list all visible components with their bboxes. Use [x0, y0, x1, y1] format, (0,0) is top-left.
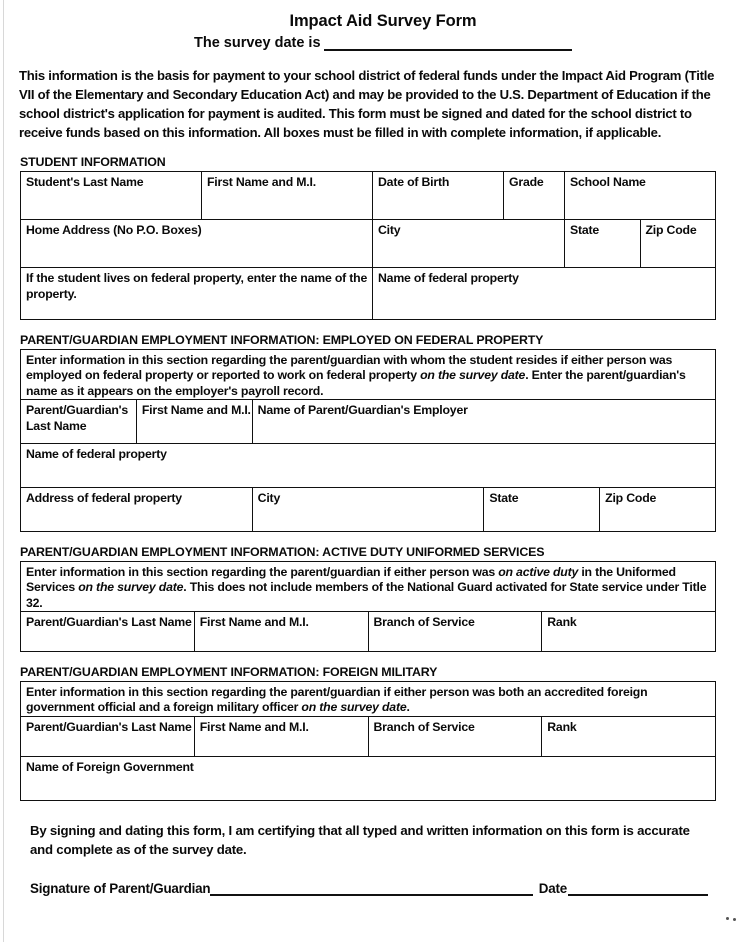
field-parent-last-name-foreign[interactable]: Parent/Guardian's Last Name	[21, 716, 195, 756]
section-heading-student-information: STUDENT INFORMATION	[20, 155, 166, 170]
field-state[interactable]: State	[565, 220, 641, 268]
signature-label: Signature of Parent/Guardian	[30, 881, 211, 897]
spacer	[16, 652, 728, 665]
scan-speck	[733, 918, 736, 921]
table-row	[21, 682, 716, 717]
field-federal-property-state[interactable]: State	[484, 488, 600, 532]
instruction-segment: Enter information in this section regarding the parent/guardian if either person was	[26, 565, 499, 580]
field-student-first-name[interactable]: First Name and M.I.	[202, 172, 373, 220]
spacer	[16, 532, 728, 545]
survey-date-row	[16, 35, 728, 51]
instruction-text-active-duty	[21, 562, 716, 612]
certification-statement: By signing and dating this form, I am certifying that all typed and written information on this form is accurate and complete as of the survey date.	[30, 822, 690, 857]
table-row	[21, 220, 716, 268]
date-label: Date	[538, 881, 567, 897]
field-parent-first-name-active-duty[interactable]: First Name and M.I.	[194, 612, 368, 652]
instruction-segment: . This does not include members of the National Guard activated for State service under Title 32.	[26, 580, 707, 610]
scan-edge-artifact	[3, 0, 4, 942]
table-row	[21, 268, 716, 320]
field-federal-property-address[interactable]: Address of federal property	[21, 488, 253, 532]
survey-date-label: The survey date is	[194, 35, 321, 51]
field-parent-first-name-federal[interactable]: First Name and M.I.	[136, 400, 252, 444]
field-parent-last-name-active-duty[interactable]: Parent/Guardian's Last Name	[21, 612, 195, 652]
student-information-table	[20, 171, 716, 320]
field-name-of-foreign-government[interactable]: Name of Foreign Government	[21, 756, 716, 800]
field-grade[interactable]: Grade	[504, 172, 565, 220]
table-row	[21, 350, 716, 400]
field-city[interactable]: City	[373, 220, 565, 268]
field-federal-property-zip[interactable]: Zip Code	[600, 488, 716, 532]
foreign-military-table	[20, 681, 716, 801]
field-rank-active-duty[interactable]: Rank	[542, 612, 716, 652]
page-title: Impact Aid Survey Form	[289, 12, 477, 30]
table-row	[21, 444, 716, 488]
table-row	[21, 488, 716, 532]
field-date-of-birth[interactable]: Date of Birth	[373, 172, 504, 220]
field-rank-foreign[interactable]: Rank	[542, 716, 716, 756]
field-home-address[interactable]: Home Address (No P.O. Boxes)	[21, 220, 373, 268]
section-heading-employed-federal-property: PARENT/GUARDIAN EMPLOYMENT INFORMATION: EMPLOYED ON FEDERAL PROPERTY	[20, 333, 544, 348]
active-duty-table	[20, 561, 716, 652]
instruction-emphasis: on the survey date	[301, 700, 407, 715]
instruction-segment: Enter information in this section regarding the parent/guardian if either person was both an accredited foreign government official and a foreign military officer	[26, 685, 648, 715]
survey-date-input[interactable]	[324, 35, 572, 51]
instruction-text-federal-employment	[21, 350, 716, 400]
signature-input[interactable]	[210, 881, 532, 896]
federal-employment-table	[20, 349, 716, 532]
field-parent-first-name-foreign[interactable]: First Name and M.I.	[194, 716, 368, 756]
section-heading-foreign-military: PARENT/GUARDIAN EMPLOYMENT INFORMATION: FOREIGN MILITARY	[20, 665, 438, 680]
field-branch-of-service-active-duty[interactable]: Branch of Service	[368, 612, 542, 652]
intro-paragraph: This information is the basis for payment to your school district of federal funds under the Impact Aid Program (Title VII of the Elementary and Secondary Education Act) and may be provided to the U.S. Department of Education if the school district's application for payment is audited. This form must be signed and dated for the school district to receive funds based on this information. All boxes must be filled in with complete information, if applicable.	[19, 68, 715, 140]
table-row	[21, 400, 716, 444]
instruction-emphasis: on active duty	[498, 565, 579, 580]
instruction-emphasis: on the survey date	[420, 368, 526, 383]
instruction-emphasis: on the survey date	[78, 580, 184, 595]
field-branch-of-service-foreign[interactable]: Branch of Service	[368, 716, 542, 756]
field-employer-name[interactable]: Name of Parent/Guardian's Employer	[252, 400, 715, 444]
instruction-segment: .	[406, 700, 410, 715]
instruction-segment: Enter information in this section regarding the parent/guardian with whom the student resides if either person was employed on federal property or reported to work on federal property	[26, 353, 673, 383]
field-zip-code[interactable]: Zip Code	[640, 220, 716, 268]
instruction-segment: in the Uniformed Services	[26, 565, 676, 595]
field-name-of-federal-property[interactable]: Name of federal property	[373, 268, 716, 320]
field-parent-last-name-federal[interactable]: Parent/Guardian's Last Name	[21, 400, 137, 444]
table-row	[21, 562, 716, 612]
field-school-name[interactable]: School Name	[565, 172, 716, 220]
field-federal-property-city[interactable]: City	[252, 488, 484, 532]
table-row	[21, 612, 716, 652]
signature-row	[30, 881, 708, 896]
scan-speck	[726, 917, 729, 920]
instruction-segment: . Enter the parent/guardian's name as it appears on the employer's payroll record.	[26, 368, 686, 398]
label-federal-property-prompt: If the student lives on federal property, enter the name of the property.	[21, 268, 373, 320]
table-row	[21, 756, 716, 800]
table-row	[21, 172, 716, 220]
spacer	[16, 320, 728, 333]
section-heading-active-duty: PARENT/GUARDIAN EMPLOYMENT INFORMATION: ACTIVE DUTY UNIFORMED SERVICES	[20, 545, 545, 560]
date-input[interactable]	[568, 881, 708, 896]
field-student-last-name[interactable]: Student's Last Name	[21, 172, 202, 220]
field-federal-property-name-employment[interactable]: Name of federal property	[21, 444, 716, 488]
instruction-text-foreign-military	[21, 682, 716, 717]
table-row	[21, 716, 716, 756]
